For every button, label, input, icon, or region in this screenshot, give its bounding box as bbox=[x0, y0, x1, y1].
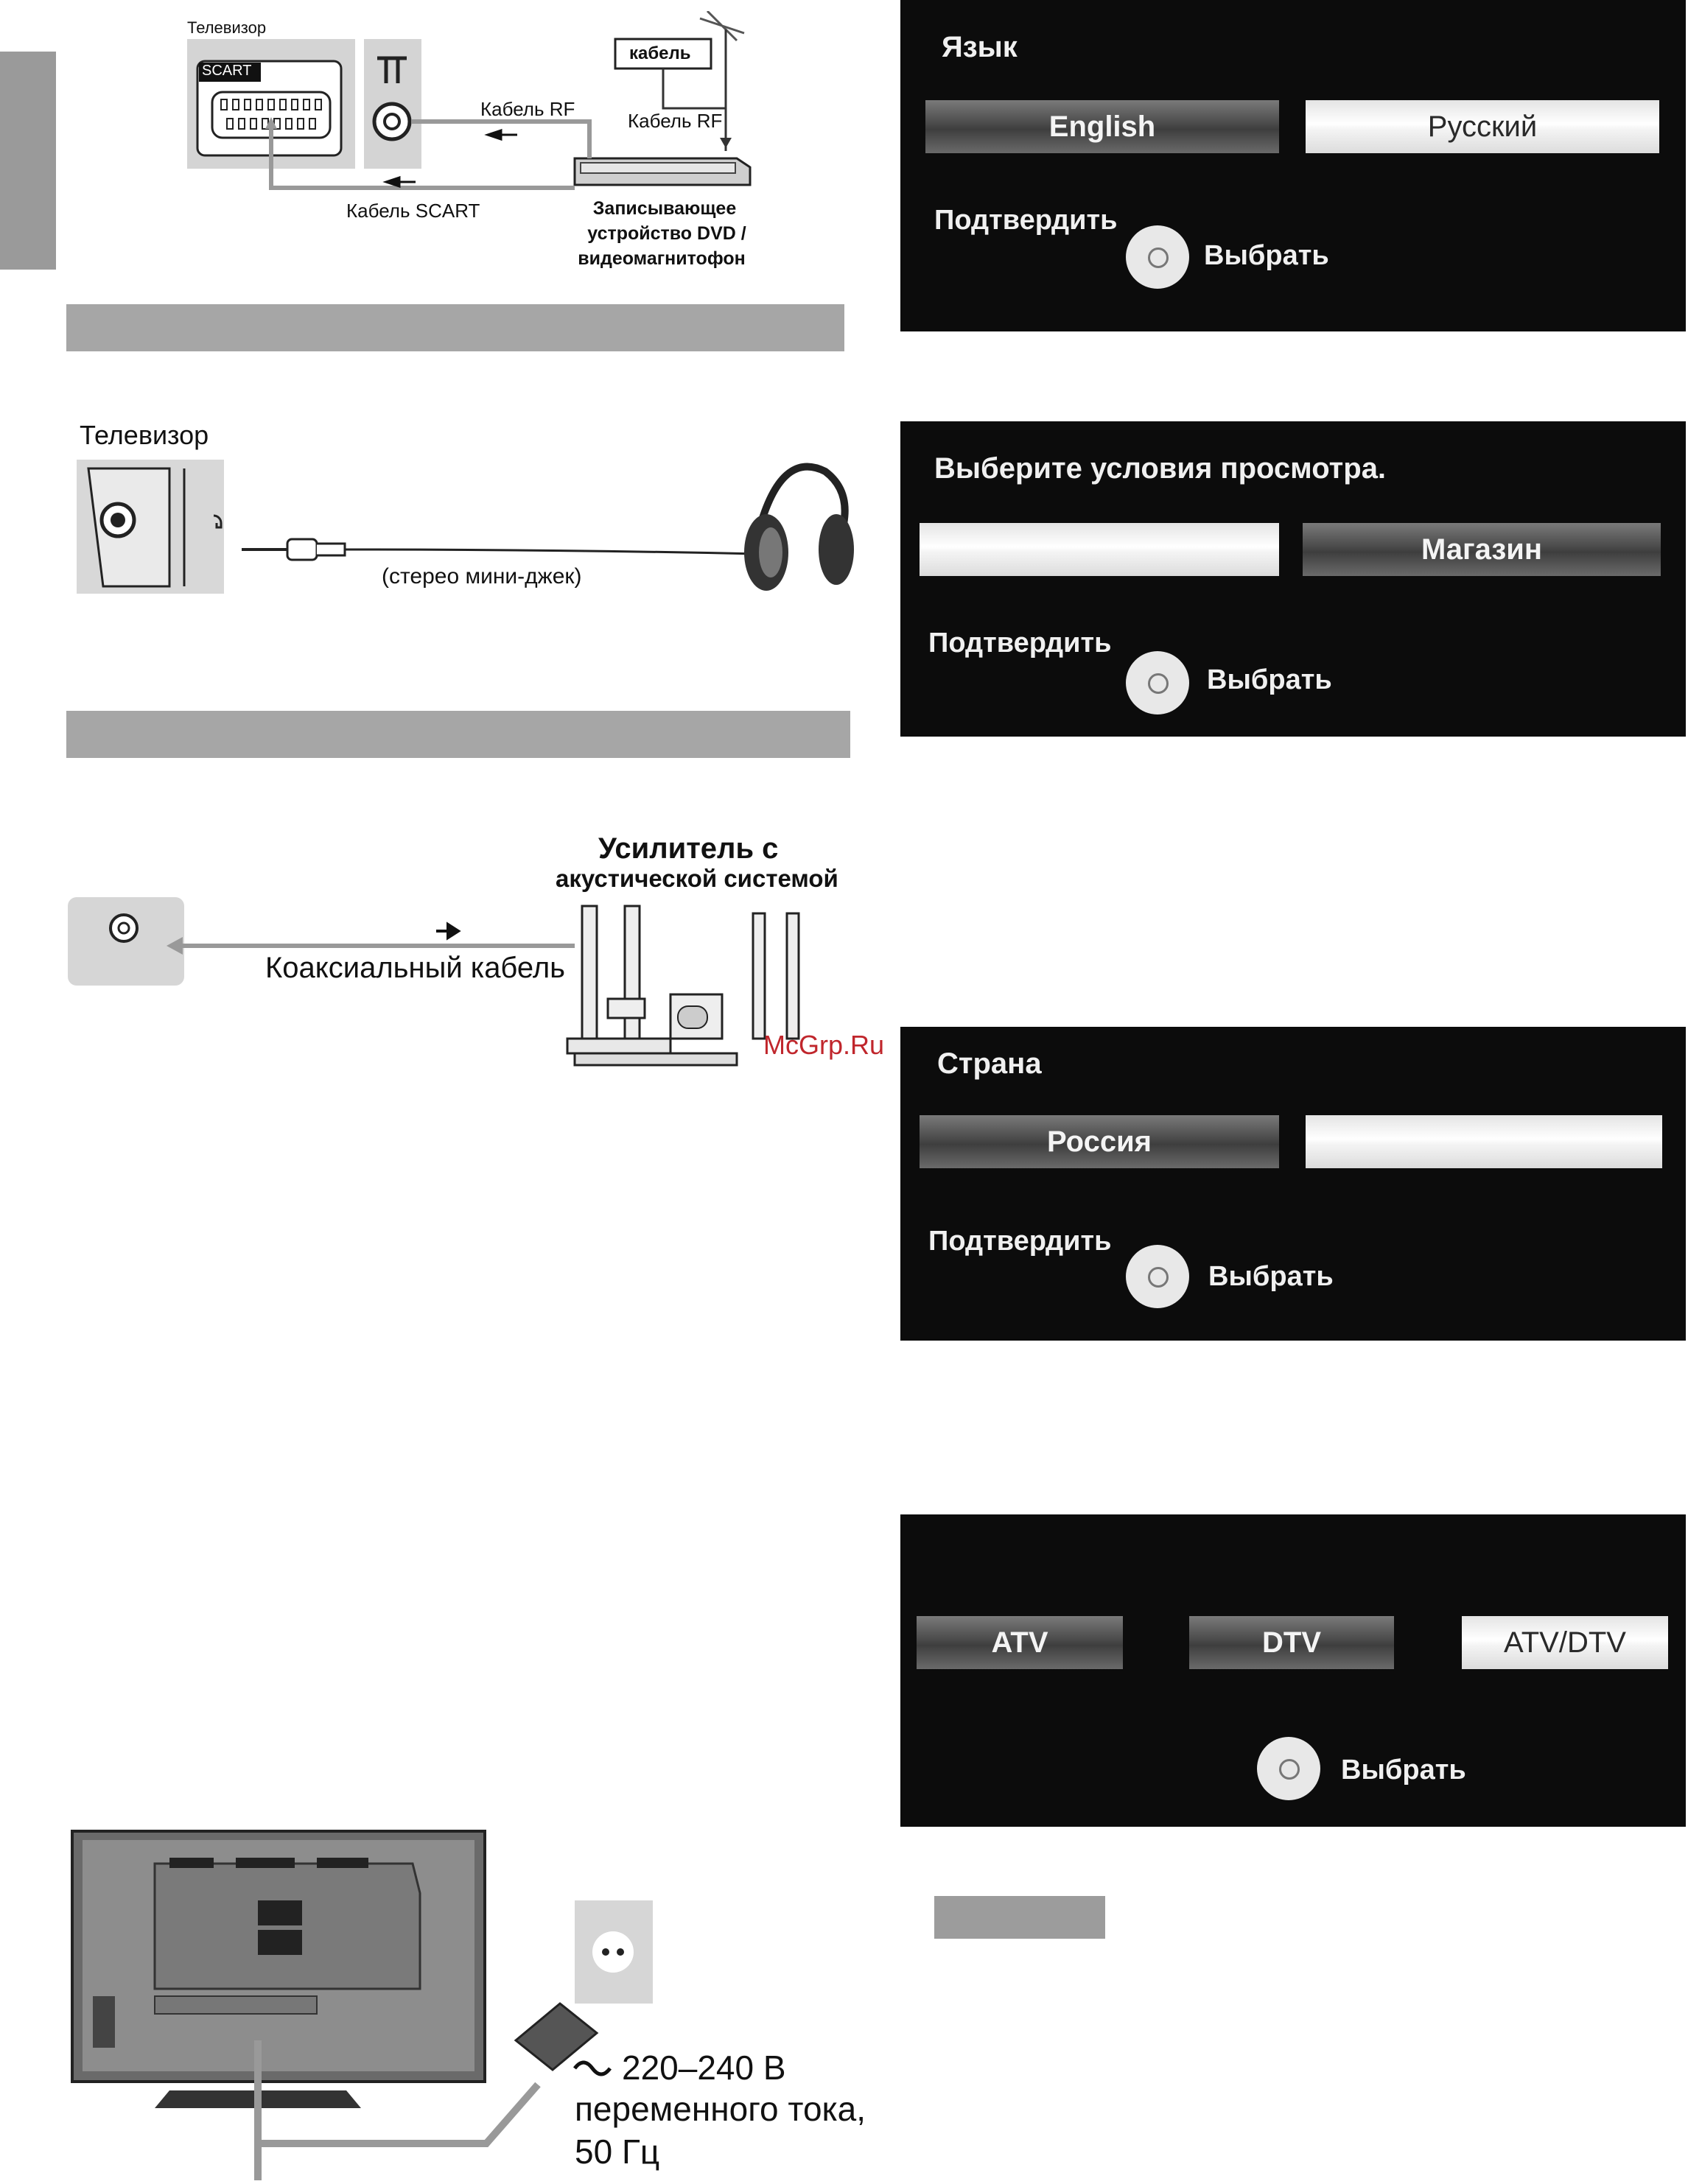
scart-port-label: SCART bbox=[202, 63, 252, 79]
viewing-title: Выберите условия просмотра. bbox=[934, 452, 1387, 485]
tuner-option-atv[interactable]: ATV bbox=[917, 1616, 1123, 1669]
viewing-select-label: Выбрать bbox=[1207, 664, 1332, 695]
recorder-label-line1: Записывающее bbox=[592, 198, 737, 219]
language-select-label: Выбрать bbox=[1204, 240, 1329, 271]
voltage-line3: 50 Гц bbox=[575, 2132, 660, 2171]
amplifier-label-line1: Усилитель с bbox=[598, 832, 779, 865]
coax-cable-label: Коаксиальный кабель bbox=[265, 952, 565, 984]
rf-cable-label-2: Кабель RF bbox=[628, 110, 723, 132]
dpad-icon bbox=[1126, 651, 1189, 714]
scart-diagram bbox=[177, 11, 810, 276]
voltage-line2: переменного тока, bbox=[575, 2090, 866, 2128]
language-option-russian[interactable]: Русский bbox=[1306, 100, 1659, 153]
country-confirm-label: Подтвердить bbox=[928, 1226, 1112, 1257]
tuner-option-atv-dtv[interactable]: ATV/DTV bbox=[1462, 1616, 1668, 1669]
language-title: Язык bbox=[942, 31, 1018, 63]
dpad-icon bbox=[1126, 225, 1189, 289]
viewing-option-shop[interactable]: Магазин bbox=[1303, 523, 1661, 576]
scart-cable-label: Кабель SCART bbox=[346, 200, 480, 222]
recorder-label-line3: видеомагнитофон bbox=[578, 248, 746, 269]
amplifier-label-line2: акустической системой bbox=[556, 865, 838, 892]
stereo-jack-label: (стерео мини-джек) bbox=[382, 564, 582, 589]
headphones-diagram bbox=[74, 420, 855, 611]
section-band-coax bbox=[66, 711, 850, 758]
coax-diagram bbox=[66, 832, 936, 1098]
section-band-headphones bbox=[66, 304, 844, 351]
dpad-icon bbox=[1126, 1245, 1189, 1308]
tuner-screen bbox=[900, 1514, 1686, 1827]
voltage-line1: 220–240 В bbox=[622, 2048, 786, 2087]
language-screen bbox=[900, 0, 1686, 331]
tuner-select-label: Выбрать bbox=[1341, 1755, 1466, 1786]
headphones-tv-label: Телевизор bbox=[80, 420, 209, 450]
language-confirm-label: Подтвердить bbox=[934, 205, 1118, 236]
rf-cable-label: Кабель RF bbox=[480, 98, 575, 120]
country-screen bbox=[900, 1027, 1686, 1341]
tuner-option-dtv[interactable]: DTV bbox=[1189, 1616, 1394, 1669]
viewing-screen bbox=[900, 421, 1686, 737]
cable-label: кабель bbox=[629, 43, 691, 63]
viewing-confirm-label: Подтвердить bbox=[928, 628, 1112, 659]
grey-note-block bbox=[934, 1896, 1105, 1939]
power-diagram bbox=[66, 1819, 877, 2180]
country-title: Страна bbox=[937, 1047, 1042, 1080]
viewing-option-home[interactable] bbox=[920, 523, 1279, 576]
country-option-other[interactable] bbox=[1306, 1115, 1662, 1168]
watermark-text: McGrp.Ru bbox=[763, 1030, 885, 1060]
dpad-icon bbox=[1257, 1737, 1320, 1800]
section-side-tab bbox=[0, 52, 56, 270]
country-option-russia[interactable]: Россия bbox=[920, 1115, 1279, 1168]
country-select-label: Выбрать bbox=[1208, 1261, 1334, 1292]
recorder-label-line2: устройство DVD / bbox=[587, 223, 746, 244]
scart-tv-label: Телевизор bbox=[187, 18, 267, 37]
language-option-english[interactable]: English bbox=[925, 100, 1279, 153]
